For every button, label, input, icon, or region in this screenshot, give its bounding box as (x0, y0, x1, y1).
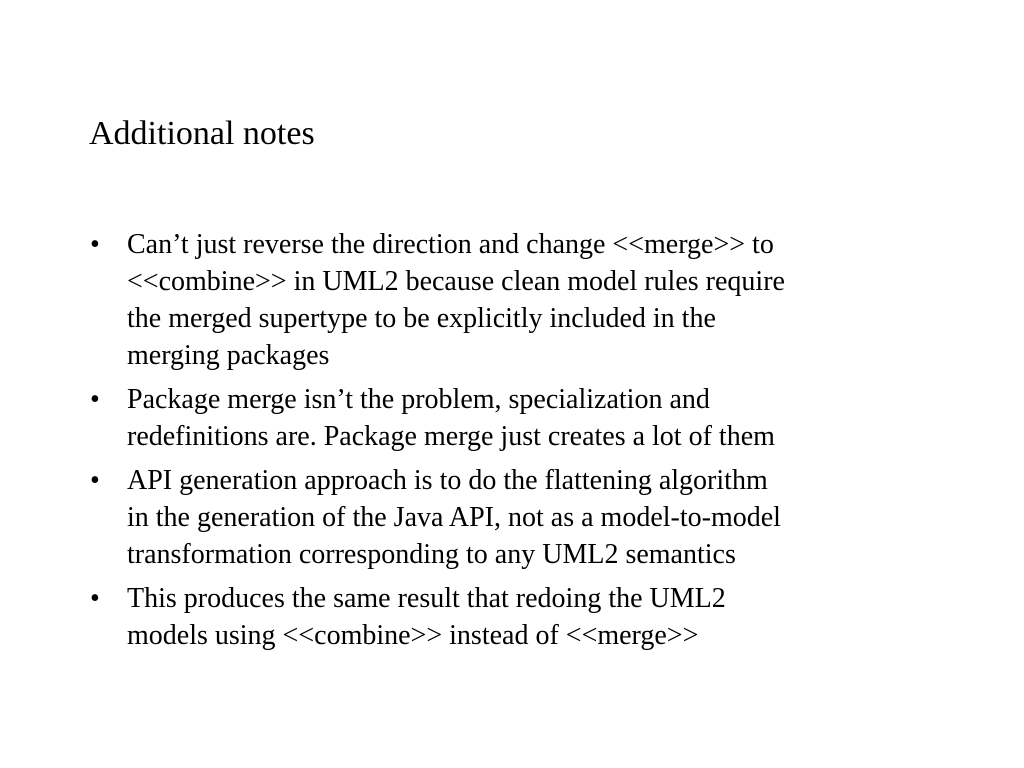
bullet-line: <<combine>> in UML2 because clean model rules require (127, 266, 785, 297)
bullet-list (90, 226, 950, 661)
bullet-line: Can’t just reverse the direction and change <<merge>> to (127, 229, 774, 260)
bullet-item-1 (90, 226, 950, 374)
bullet-line: Package merge isn’t the problem, specialization and (127, 384, 710, 415)
bullet-mark: • (90, 384, 100, 415)
bullet-mark: • (90, 583, 100, 614)
bullet-line: API generation approach is to do the flattening algorithm (127, 465, 768, 496)
bullet-line: models using <<combine>> instead of <<merge>> (127, 620, 699, 651)
bullet-mark: • (90, 229, 100, 260)
bullet-line: the merged supertype to be explicitly included in the (127, 303, 716, 334)
slide-title: Additional notes (89, 115, 315, 152)
bullet-line: merging packages (127, 340, 330, 371)
bullet-line: transformation corresponding to any UML2 semantics (127, 539, 736, 570)
bullet-line: This produces the same result that redoing the UML2 (127, 583, 726, 614)
bullet-line: redefinitions are. Package merge just creates a lot of them (127, 421, 775, 452)
bullet-item-2 (90, 381, 950, 455)
bullet-line: in the generation of the Java API, not as a model-to-model (127, 502, 781, 533)
bullet-item-4 (90, 580, 950, 654)
bullet-mark: • (90, 465, 100, 496)
bullet-item-3 (90, 462, 950, 573)
